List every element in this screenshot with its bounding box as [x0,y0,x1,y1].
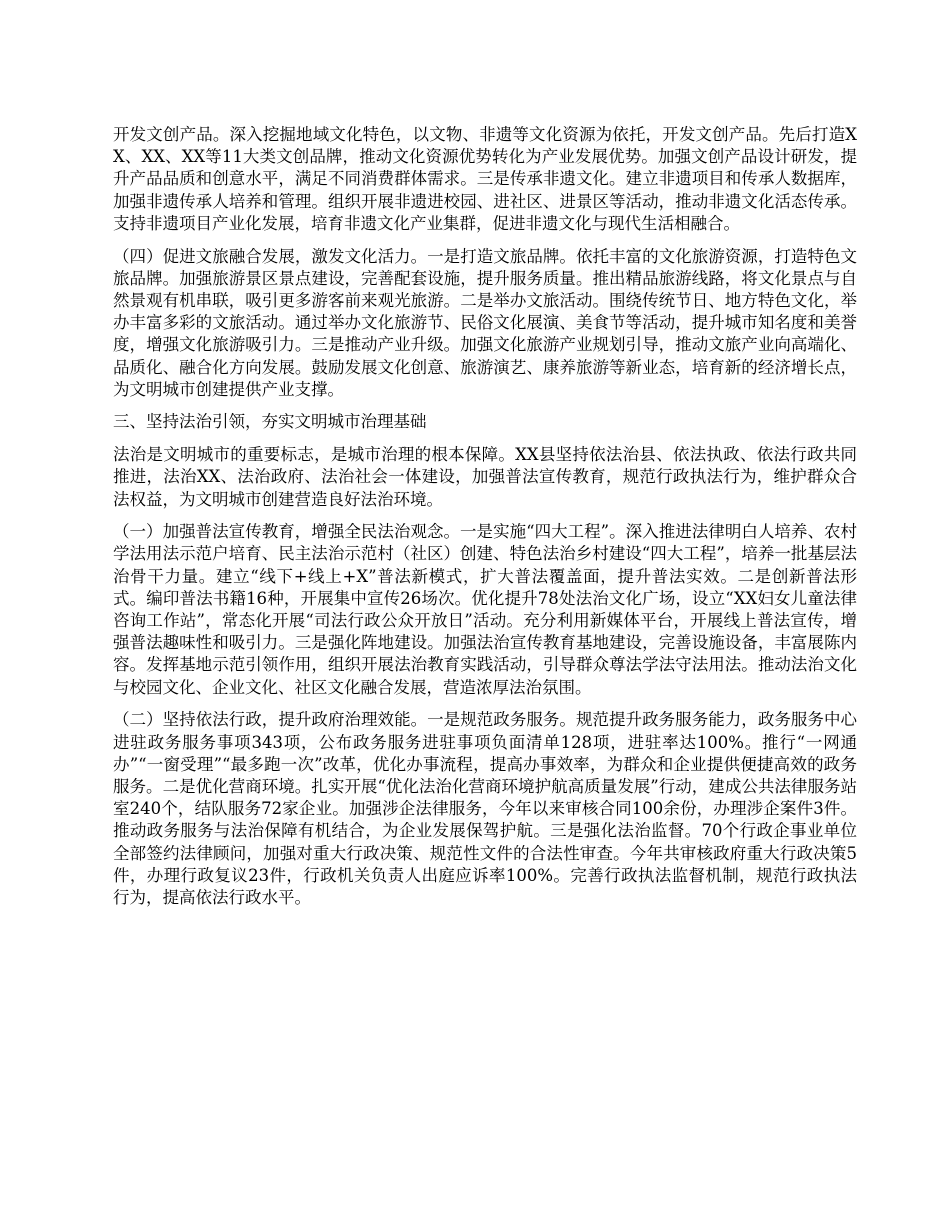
paragraph-cultural-products: 开发文创产品。深入挖掘地域文化特色，以文物、非遗等文化资源为依托，开发文创产品。先后打造XX、XX、XX等11大类文创品牌，推动文化资源优势转化为产业发展优势。加强文创产品设计研发，提升产品品质和创意水平，满足不同消费群体需求。三是传承非遗文化。建立非遗项目和传承人数据库，加强非遗传承人培养和管理。组织开展非遗进校园、进社区、进景区等活动，推动非遗文化活态传承。支持非遗项目产业化发展，培育非遗文化产业集群，促进非遗文化与现代生活相融合。 [113,125,857,233]
document-page [113,124,857,920]
paragraph-legal-education: （一）加强普法宣传教育，增强全民法治观念。一是实施“四大工程”。深入推进法律明白人培养、农村学法用法示范户培育、民主法治示范村（社区）创建、特色法治乡村建设“四大工程”，培养一批基层法治骨干力量。建立“线下+线上+X”普法新模式，扩大普法覆盖面，提升普法实效。二是创新普法形式。编印普法书籍16种，开展集中宣传26场次。优化提升78处法治文化广场，设立“XX妇女儿童法律咨询工作站”，常态化开展“司法行政公众开放日”活动。充分利用新媒体平台，开展线上普法宣传，增强普法趣味性和吸引力。三是强化阵地建设。加强法治宣传教育基地建设，完善设施设备，丰富展陈内容。发挥基地示范引领作用，组织开展法治教育实践活动，引导群众尊法学法守法用法。推动法治文化与校园文化、企业文化、社区文化融合发展，营造浓厚法治氛围。 [113,522,857,697]
paragraph-law-based-administration: （二）坚持依法行政，提升政府治理效能。一是规范政务服务。规范提升政务服务能力，政务服务中心进驻政务服务事项343项，公布政务服务进驻事项负面清单128项，进驻率达100%。推行“一网通办”“一窗受理”“最多跑一次”改革，优化办事流程，提高办事效率，为群众和企业提供便捷高效的政务服务。二是优化营商环境。扎实开展“优化法治化营商环境护航高质量发展”行动，建成公共法律服务站室240个，结队服务72家企业。加强涉企法律服务，今年以来审核合同100余份，办理涉企案件3件。推动政务服务与法治保障有机结合，为企业发展保驾护航。三是强化法治监督。70个行政企事业单位全部签约法律顾问，加强对重大行政决策、规范性文件的合法性审查。今年共审核政府重大行政决策5件，办理行政复议23件，行政机关负责人出庭应诉率100%。完善行政执法监督机制，规范行政执法行为，提高依法行政水平。 [113,710,857,907]
paragraph-rule-of-law-intro: 法治是文明城市的重要标志，是城市治理的根本保障。XX县坚持依法治县、依法执政、依法行政共同推进，法治XX、法治政府、法治社会一体建设，加强普法宣传教育，规范行政执法行为，维护群众合法权益，为文明城市创建营造良好法治环境。 [113,445,857,509]
paragraph-culture-tourism-integration: （四）促进文旅融合发展，激发文化活力。一是打造文旅品牌。依托丰富的文化旅游资源，打造特色文旅品牌。加强旅游景区景点建设，完善配套设施，提升服务质量。推出精品旅游线路，将文化景点与自然景观有机串联，吸引更多游客前来观光旅游。二是举办文旅活动。围绕传统节日、地方特色文化，举办丰富多彩的文旅活动。通过举办文化旅游节、民俗文化展演、美食节等活动，提升城市知名度和美誉度，增强文化旅游吸引力。三是推动产业升级。加强文化旅游产业规划引导，推动文旅产业向高端化、品质化、融合化方向发展。鼓励发展文化创意、旅游演艺、康养旅游等新业态，培育新的经济增长点，为文明城市创建提供产业支撑。 [113,246,857,399]
section-heading-rule-of-law: 三、坚持法治引领，夯实文明城市治理基础 [113,412,427,432]
